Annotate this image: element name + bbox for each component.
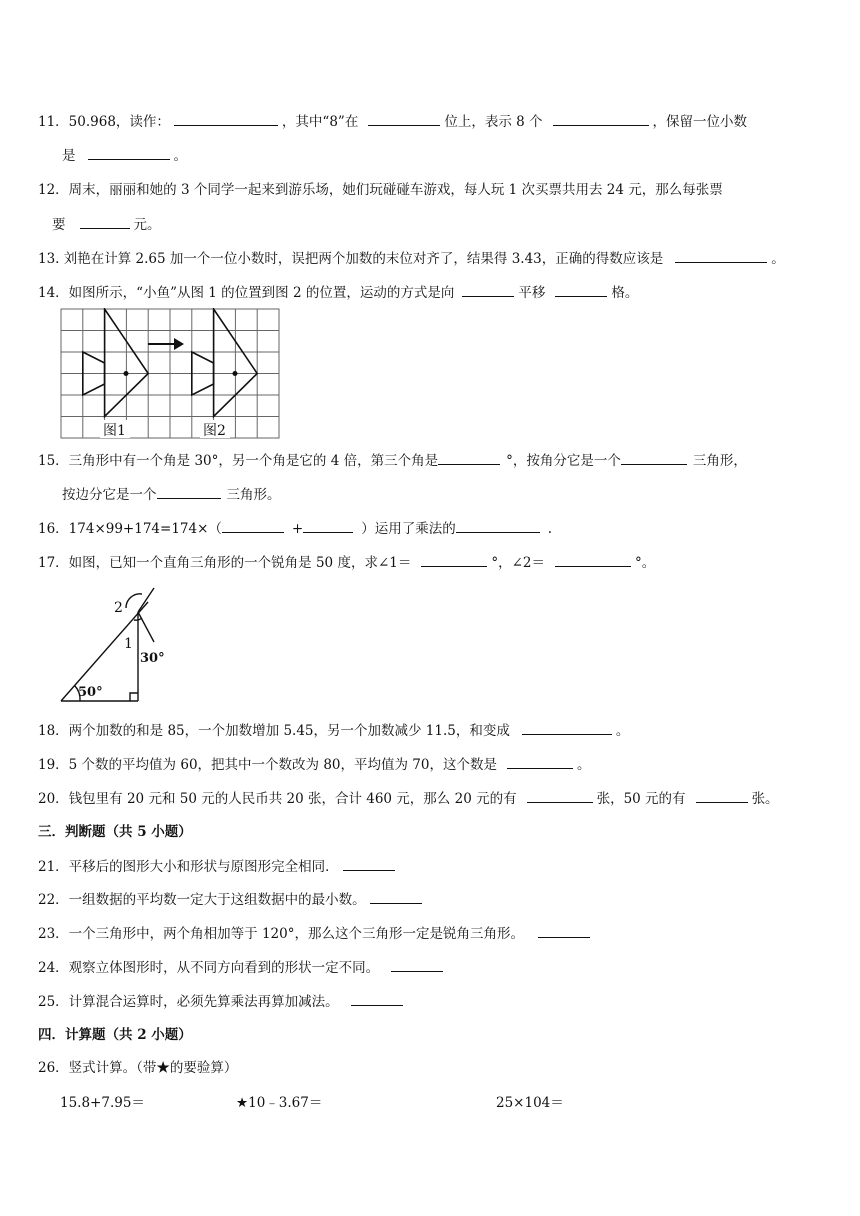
- angle-1-label: 1: [124, 636, 133, 652]
- question-26: [38, 1058, 237, 1078]
- q11-text-f: 。: [173, 148, 187, 164]
- q17-text-b: °，∠2＝: [491, 555, 545, 571]
- q21-blank[interactable]: [343, 856, 395, 871]
- q13-text-a: 13. 刘艳在计算 2.65 加一个一位小数时，误把两个加数的末位对齐了，结果得 3.43，正确的得数应该是: [38, 251, 664, 267]
- q11-blank-rounded[interactable]: [88, 145, 170, 160]
- q24-text: 24．观察立体图形时，从不同方向看到的形状一定不同。: [38, 960, 380, 976]
- section-3-heading: 三．判断题（共 5 小题）: [38, 824, 192, 840]
- q20-blank-twenties[interactable]: [527, 788, 593, 803]
- question-23: [38, 923, 594, 944]
- q11-blank-unit[interactable]: [553, 111, 649, 126]
- q15-blank-angle[interactable]: [438, 450, 500, 465]
- q17-blank-angle1[interactable]: [421, 552, 487, 567]
- q24-blank[interactable]: [391, 957, 443, 972]
- q11-text-a: 11．50.968，读作：: [38, 114, 170, 130]
- q17-text-a: 17．如图，已知一个直角三角形的一个锐角是 50 度，求∠1＝: [38, 555, 412, 571]
- right-angle-mark: [130, 693, 138, 701]
- q13-text-b: 。: [771, 251, 785, 267]
- question-15: [38, 450, 747, 471]
- question-11: [38, 111, 747, 132]
- q11-blank-reading[interactable]: [174, 111, 278, 126]
- q16-text-a: 16．174×99+174=174×（: [38, 521, 222, 537]
- q14-text-b: 平移: [518, 285, 546, 301]
- q12-blank-price[interactable]: [80, 214, 130, 229]
- q11-text-b: ，其中“8”在: [281, 114, 359, 130]
- q23-blank[interactable]: [538, 923, 590, 938]
- q11-text-d: ，保留一位小数: [652, 114, 747, 130]
- angle-50-label: 50°: [78, 685, 103, 700]
- q18-text-b: 。: [615, 723, 630, 739]
- q16-text-c: ）运用了乘法的: [361, 521, 456, 537]
- fish-1-eye: [124, 371, 129, 376]
- question-25: [38, 991, 407, 1012]
- q25-blank[interactable]: [351, 991, 403, 1006]
- expression-3: 25×104＝: [496, 1095, 564, 1111]
- q12-text-a: 12．周末，丽丽和她的 3 个同学一起来到游乐场，她们玩碰碰车游戏，每人玩 1 次买票共用去 24 元，那么每张票: [38, 182, 723, 198]
- q16-blank-law[interactable]: [456, 518, 540, 533]
- q22-blank[interactable]: [370, 889, 422, 904]
- question-16: [38, 518, 552, 539]
- expression-2: ★10﹣3.67＝: [236, 1095, 323, 1111]
- fish-2-eye: [233, 371, 238, 376]
- q20-text-a: 20．钱包里有 20 元和 50 元的人民币共 20 张，合计 460 元，那么 20 元的有: [38, 791, 517, 807]
- q17-blank-angle2[interactable]: [555, 552, 631, 567]
- q14-blank-steps[interactable]: [555, 282, 607, 297]
- question-20: [38, 788, 779, 809]
- q17-text-c: °。: [635, 555, 656, 571]
- cut-line: [138, 612, 154, 642]
- q19-text-b: 。: [576, 757, 591, 773]
- q20-text-b: 张，50 元的有: [596, 791, 686, 807]
- q11-text-c: 位上，表示 8 个: [444, 114, 543, 130]
- question-12: [38, 180, 723, 200]
- q16-text-d: .: [547, 521, 553, 537]
- question-15-cont: [62, 484, 281, 505]
- q20-blank-fifties[interactable]: [696, 788, 748, 803]
- q13-blank-answer[interactable]: [675, 248, 767, 263]
- q15-text-e: 三角形。: [226, 487, 281, 503]
- q14-text-c: 格。: [611, 285, 639, 301]
- q16-blank-second[interactable]: [303, 518, 353, 533]
- q21-text: 21．平移后的图形大小和形状与原图形完全相同．: [38, 859, 339, 875]
- q15-text-d: 按边分它是一个: [62, 487, 157, 503]
- question-13: [38, 248, 785, 269]
- q15-text-b: °，按角分它是一个: [506, 453, 621, 469]
- q23-text: 23．一个三角形中，两个角相加等于 120°，那么这个三角形一定是锐角三角形。: [38, 926, 524, 942]
- question-11-cont: [62, 145, 187, 166]
- section-4-heading: 四．计算题（共 2 小题）: [38, 1027, 192, 1043]
- triangle-hypotenuse: [61, 602, 148, 701]
- q11-text-e: 是: [62, 148, 76, 164]
- q15-text-c: 三角形，: [692, 453, 747, 469]
- arrow-icon: [148, 338, 184, 350]
- question-14: [38, 282, 638, 303]
- q16-text-b: +: [291, 521, 304, 537]
- grid-lines: [61, 309, 279, 438]
- question-18: [38, 720, 629, 741]
- fish-grid-figure: [60, 308, 280, 440]
- fig2-label: 图2: [203, 423, 226, 439]
- extension-line: [138, 588, 154, 612]
- question-22: [38, 889, 426, 910]
- fish-figure-1: [83, 309, 148, 417]
- expression-1: 15.8+7.95＝: [60, 1095, 145, 1111]
- question-12-cont: [52, 214, 161, 235]
- q11-blank-place[interactable]: [368, 111, 440, 126]
- q15-blank-angle-type[interactable]: [621, 450, 687, 465]
- q15-text-a: 15．三角形中有一个角是 30°，另一个角是它的 4 倍，第三个角是: [38, 453, 439, 469]
- angle-2-label: 2: [114, 600, 123, 616]
- q18-blank-sum[interactable]: [522, 720, 612, 735]
- q16-blank-first[interactable]: [222, 518, 284, 533]
- q19-blank-number[interactable]: [507, 754, 573, 769]
- q14-text-a: 14．如图所示，“小鱼”从图 1 的位置到图 2 的位置，运动的方式是向: [38, 285, 455, 301]
- q18-text-a: 18．两个加数的和是 85，一个加数增加 5.45，另一个加数减少 11.5，和变成: [38, 723, 510, 739]
- q12-text-c: 元。: [133, 217, 161, 233]
- fish-figure-2: [192, 309, 257, 417]
- q25-text: 25．计算混合运算时，必须先算乘法再算加减法。: [38, 994, 339, 1010]
- question-24: [38, 957, 447, 978]
- q26-text: 26．竖式计算。（带★的要验算）: [38, 1060, 238, 1076]
- q22-text: 22．一组数据的平均数一定大于这组数据中的最小数。: [38, 892, 366, 908]
- triangle-figure: [58, 582, 168, 706]
- q15-blank-side-type[interactable]: [157, 484, 221, 499]
- fig1-label: 图1: [103, 423, 126, 439]
- q12-text-b: 要: [52, 217, 66, 233]
- q19-text-a: 19．5 个数的平均值为 60，把其中一个数改为 80，平均值为 70，这个数是: [38, 757, 497, 773]
- question-21: [38, 856, 399, 877]
- angle-2-arc: [126, 594, 142, 608]
- question-17: [38, 552, 655, 573]
- question-19: [38, 754, 590, 775]
- angle-30-label: 30°: [140, 651, 165, 666]
- q14-blank-direction[interactable]: [462, 282, 514, 297]
- q20-text-c: 张。: [751, 791, 779, 807]
